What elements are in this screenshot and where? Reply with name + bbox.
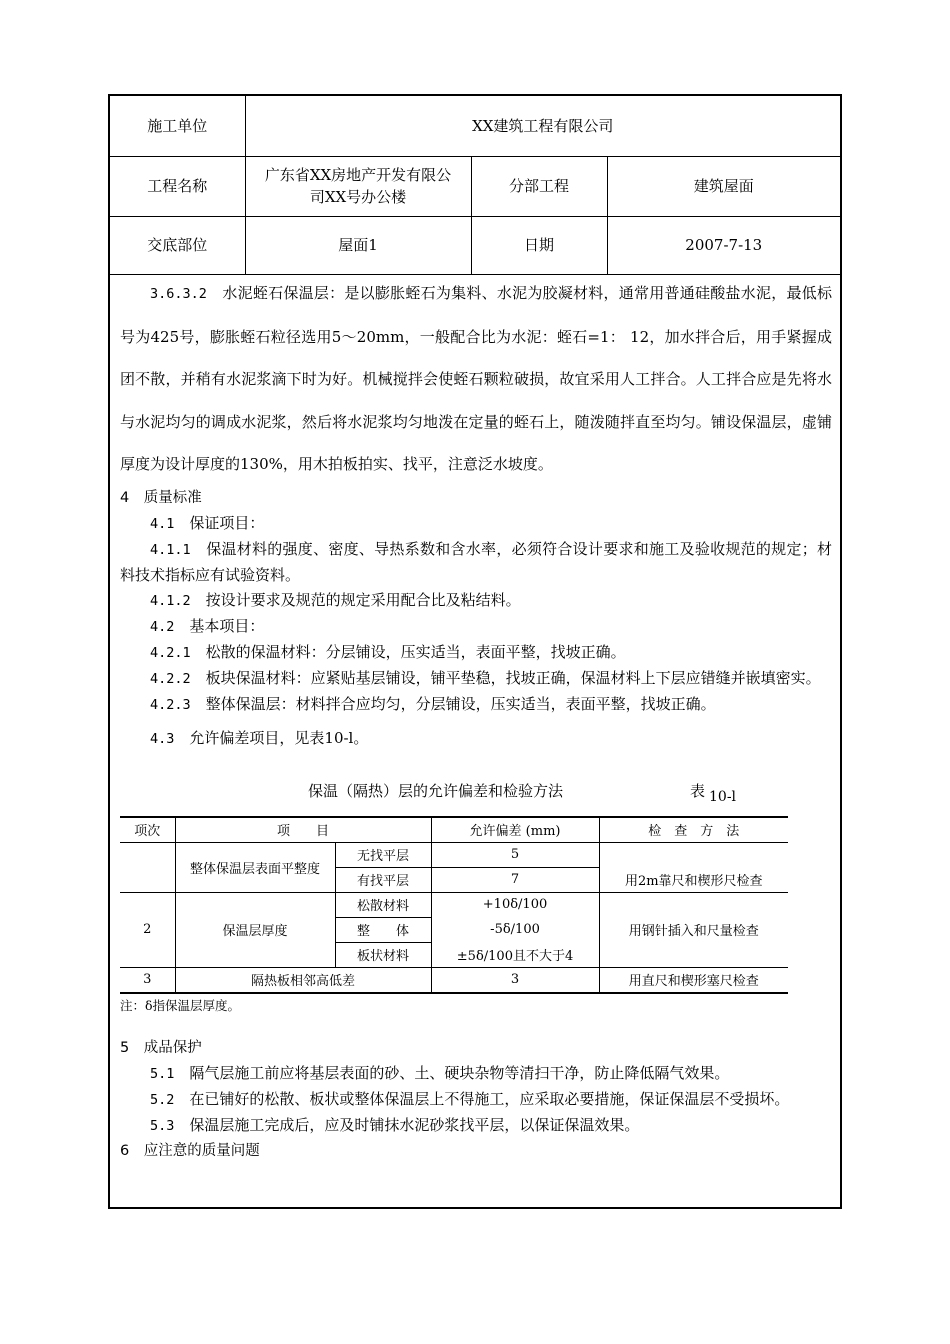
document-frame — [108, 94, 842, 1209]
clause-number: 5.3 — [150, 1117, 175, 1134]
clause-4-1 — [120, 511, 832, 537]
clause-number: 4.2.1 — [150, 644, 191, 661]
row-1-item: 整体保温层表面平整度 — [175, 842, 335, 892]
row-1-method: 用2m靠尺和楔形尺检查 — [599, 842, 788, 892]
clause-text: 板块保温材料：应紧贴基层铺设，铺平垫稳，找坡正确，保温材料上下层应错缝并嵌填密实。 — [205, 668, 821, 687]
clause-4-2-1 — [120, 640, 832, 666]
clause-text: 整体保温层：材料拌合应均匀，分层铺设，压实适当，表面平整，找坡正确。 — [205, 694, 716, 713]
project-label: 工程名称 — [110, 156, 245, 216]
clause-number: 4.1.2 — [150, 592, 191, 609]
clause-text: 隔气层施工前应将基层表面的砂、土、硬块杂物等清扫干净，防止降低隔气效果。 — [189, 1063, 730, 1082]
subproject-value: 建筑屋面 — [607, 156, 840, 216]
row-2c-sub: 板状材料 — [335, 942, 431, 967]
col-index-header: 项次 — [120, 817, 175, 843]
clause-number: 5.2 — [150, 1091, 175, 1108]
date-label: 日期 — [471, 216, 607, 274]
table-title: 保温（隔热）层的允许偏差和检验方法 — [308, 781, 564, 800]
col-method-header: 检 查 方 法 — [599, 817, 788, 843]
clause-text: 水泥蛭石保温层：是以膨胀蛭石为集料、水泥为胶凝材料，通常用普通硅酸盐水泥，最低标号为425号，膨胀蛭石粒径选用5～20mm，一般配合比为水泥：蛭石=1： 12，加水拌合后，用手紧握成团不散，并稍有水泥浆滴下时为好。机械搅拌会使蛭石颗粒破损，故宜采用人工拌合。人工拌合应是先将水与水泥均匀的调成水泥浆，然后将水泥浆均匀地泼在定量的蛭石上，随泼随拌直至均匀。铺设保温层，虚铺厚度为设计厚度的130%，用木拍板拍实、找平，注意泛水坡度。 — [120, 284, 832, 473]
clause-text: 按设计要求及规范的规定采用配合比及粘结料。 — [205, 590, 521, 609]
row-2-index: 2 — [120, 892, 175, 967]
clause-text: 保证项目： — [189, 513, 265, 532]
project-value: 广东省XX房地产开发有限公司XX号办公楼 — [245, 156, 471, 216]
row-1a-value: 5 — [431, 842, 599, 867]
clause-text: 允许偏差项目，见表10-l。 — [189, 728, 369, 747]
row-1b-sub: 有找平层 — [335, 867, 431, 892]
clause-4-2-2 — [120, 666, 832, 692]
paragraph-3-6-3-2 — [120, 272, 832, 486]
clause-number: 4.3 — [150, 730, 175, 747]
row-2-item: 保温层厚度 — [175, 892, 335, 967]
clause-5-1 — [120, 1061, 832, 1087]
clause-4-1-1 — [120, 537, 832, 588]
row-3-value: 3 — [431, 967, 599, 993]
row-3-item: 隔热板相邻高低差 — [175, 967, 431, 993]
clause-5-3 — [120, 1113, 832, 1139]
clause-text: 保温材料的强度、密度、导热系数和含水率，必须符合设计要求和施工及验收规范的规定；材料技术指标应有试验资料。 — [120, 539, 832, 584]
row-1a-sub: 无找平层 — [335, 842, 431, 867]
unit-value: XX建筑工程有限公司 — [245, 96, 840, 156]
section-6-title: 6 应注意的质量问题 — [120, 1142, 260, 1159]
row-1b-value: 7 — [431, 867, 599, 892]
unit-label: 施工单位 — [110, 96, 245, 156]
clause-number: 4.2 — [150, 618, 175, 635]
clause-number: 5.1 — [150, 1065, 175, 1082]
row-2a-value: +10δ/100 — [431, 892, 599, 917]
table-number: 10-l — [709, 788, 737, 805]
clause-number: 4.2.3 — [150, 696, 191, 713]
clause-number: 4.2.2 — [150, 670, 191, 687]
clause-text: 保温层施工完成后，应及时铺抹水泥砂浆找平层，以保证保温效果。 — [189, 1115, 640, 1134]
clause-text: 松散的保温材料：分层铺设，压实适当，表面平整，找坡正确。 — [205, 642, 626, 661]
clause-4-2 — [120, 614, 832, 640]
col-tolerance-header: 允许偏差 (mm) — [431, 817, 599, 843]
location-label: 交底部位 — [110, 216, 245, 274]
row-2b-value: -5δ/100 — [431, 917, 599, 942]
date-value: 2007-7-13 — [607, 216, 840, 274]
table-label: 表 — [690, 781, 706, 800]
clause-4-2-3 — [120, 692, 832, 718]
section-5-title: 5 成品保护 — [120, 1039, 202, 1056]
clause-text: 基本项目： — [189, 616, 265, 635]
header-table — [110, 96, 840, 275]
table-note: 注：δ指保温层厚度。 — [120, 997, 241, 1013]
location-value: 屋面1 — [245, 216, 471, 274]
clause-text: 在已铺好的松散、板状或整体保温层上不得施工，应采取必要措施，保证保温层不受损坏。 — [189, 1089, 790, 1108]
clause-number: 4.1.1 — [150, 541, 191, 558]
subproject-label: 分部工程 — [471, 156, 607, 216]
clause-5-2 — [120, 1087, 832, 1113]
col-item-header: 项 目 — [175, 817, 431, 843]
row-2c-value: ±5δ/100且不大于4 — [431, 942, 599, 967]
clause-number: 3.6.3.2 — [150, 286, 207, 302]
clause-4-1-2 — [120, 588, 832, 614]
row-3-index: 3 — [120, 967, 175, 993]
row-2b-sub: 整 体 — [335, 917, 431, 942]
table-title-row — [120, 774, 832, 810]
row-2a-sub: 松散材料 — [335, 892, 431, 917]
row-2-method: 用钢针插入和尺量检查 — [599, 892, 788, 967]
section-4-title: 4 质量标准 — [120, 489, 202, 506]
deviation-table — [120, 816, 788, 994]
clause-number: 4.1 — [150, 515, 175, 532]
document-body — [120, 272, 832, 1164]
clause-4-3 — [120, 726, 832, 752]
row-3-method: 用直尺和楔形塞尺检查 — [599, 967, 788, 993]
row-1-index — [120, 842, 175, 892]
